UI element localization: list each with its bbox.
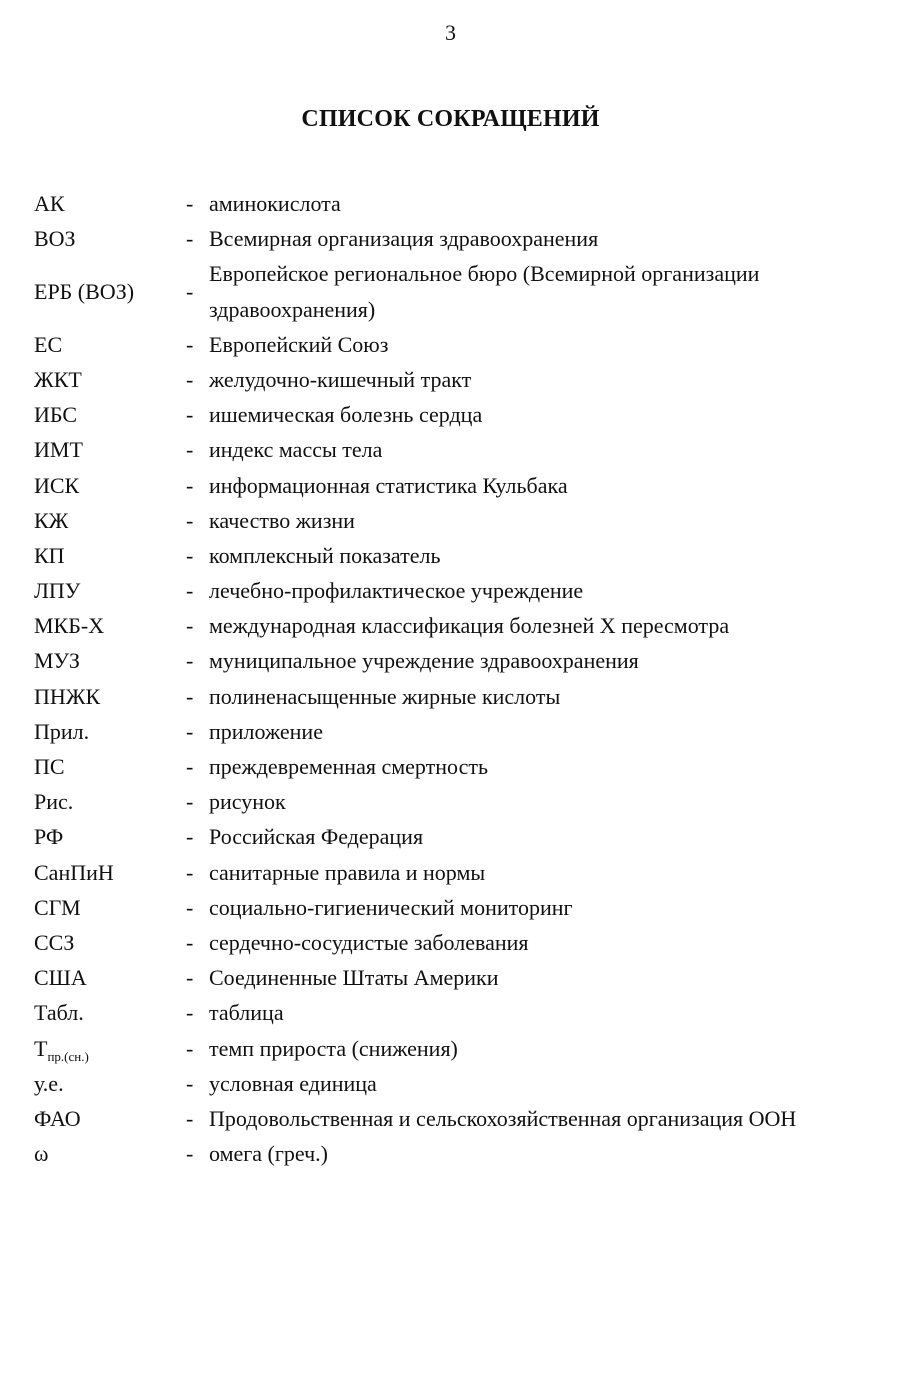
- dash-separator: -: [186, 859, 194, 885]
- abbreviation-term: ИСК: [34, 472, 80, 498]
- abbreviation-row: [34, 749, 894, 784]
- dash-separator: -: [186, 648, 194, 674]
- abbreviation-term: Рис.: [34, 789, 74, 815]
- abbreviation-definition: ишемическая болезнь сердца: [209, 402, 483, 428]
- abbreviation-term: ω: [34, 1141, 49, 1167]
- abbreviation-definition: аминокислота: [209, 191, 341, 216]
- abbreviation-row: [34, 995, 894, 1030]
- abbreviation-definition: полиненасыщенные жирные кислоты: [209, 683, 561, 709]
- dash-separator: -: [186, 278, 194, 304]
- abbreviation-definition: омега (греч.): [209, 1141, 329, 1167]
- abbreviation-term-subscript: пр.(сн.): [47, 1048, 89, 1064]
- abbreviation-term: США: [34, 965, 87, 991]
- abbreviation-term: ЕС: [34, 331, 63, 357]
- dash-separator: -: [186, 542, 194, 568]
- dash-separator: -: [186, 718, 194, 744]
- dash-separator: -: [186, 754, 194, 780]
- abbreviation-term: КП: [34, 542, 65, 568]
- abbreviation-definition: лечебно-профилактическое учреждение: [209, 578, 584, 604]
- abbreviation-row: [34, 960, 894, 995]
- abbreviation-list: [34, 186, 894, 1171]
- abbreviation-definition: качество жизни: [209, 507, 355, 533]
- abbreviation-definition: преждевременная смертность: [209, 754, 488, 780]
- dash-separator: -: [186, 824, 194, 850]
- dash-separator: -: [186, 1105, 194, 1131]
- abbreviation-definition: Соединенные Штаты Америки: [209, 965, 499, 991]
- abbreviation-row: [34, 503, 894, 538]
- dash-separator: -: [186, 789, 194, 815]
- abbreviation-definition: таблица: [209, 1000, 284, 1026]
- abbreviation-row: [34, 468, 894, 503]
- abbreviation-definition: условная единица: [209, 1070, 377, 1096]
- abbreviation-row: [34, 643, 894, 678]
- abbreviation-term: ИБС: [34, 402, 78, 428]
- abbreviation-term: Табл.: [34, 1000, 84, 1026]
- dash-separator: -: [186, 929, 194, 955]
- dash-separator: -: [186, 1000, 194, 1026]
- abbreviation-row: [34, 1066, 894, 1101]
- dash-separator: -: [186, 894, 194, 920]
- abbreviation-term: РФ: [34, 824, 64, 850]
- dash-separator: -: [186, 1141, 194, 1167]
- abbreviation-row: [34, 1136, 894, 1171]
- abbreviation-term: ССЗ: [34, 929, 75, 955]
- abbreviation-term: у.е.: [34, 1070, 64, 1096]
- dash-separator: -: [186, 226, 194, 252]
- abbreviation-term: ИМТ: [34, 437, 83, 463]
- abbreviation-definition: социально-гигиенический мониторинг: [209, 894, 573, 920]
- abbreviation-definition: Всемирная организация здравоохранения: [209, 226, 599, 252]
- abbreviation-row: [34, 221, 894, 256]
- abbreviation-term: АК: [34, 191, 65, 216]
- abbreviation-definition: комплексный показатель: [209, 542, 441, 568]
- abbreviation-row: [34, 397, 894, 432]
- abbreviation-definition: сердечно-сосудистые заболевания: [209, 929, 529, 955]
- dash-separator: -: [186, 366, 194, 392]
- abbreviation-row: [34, 819, 894, 854]
- page-title: СПИСОК СОКРАЩЕНИЙ: [301, 106, 600, 132]
- abbreviation-definition: желудочно-кишечный тракт: [209, 366, 472, 392]
- abbreviation-term: МКБ-Х: [34, 613, 105, 639]
- abbreviation-definition: санитарные правила и нормы: [209, 859, 486, 885]
- abbreviation-term: КЖ: [34, 507, 69, 533]
- abbreviation-term: СанПиН: [34, 859, 114, 885]
- abbreviation-term: ЖКТ: [34, 366, 82, 392]
- dash-separator: -: [186, 1035, 194, 1061]
- abbreviation-definition: приложение: [209, 718, 323, 744]
- abbreviation-definition: темп прироста (снижения): [209, 1035, 458, 1061]
- abbreviation-term: ВОЗ: [34, 226, 76, 252]
- dash-separator: -: [186, 402, 194, 428]
- abbreviation-term: ЕРБ (ВОЗ): [34, 278, 135, 304]
- abbreviation-row: [34, 925, 894, 960]
- abbreviation-row: [34, 538, 894, 573]
- abbreviation-definition: индекс массы тела: [209, 437, 383, 463]
- abbreviation-term: ФАО: [34, 1105, 81, 1131]
- page-number: 3: [445, 20, 456, 45]
- abbreviation-row: [34, 1031, 894, 1066]
- abbreviation-term: МУЗ: [34, 648, 80, 674]
- dash-separator: -: [186, 578, 194, 604]
- dash-separator: -: [186, 331, 194, 357]
- dash-separator: -: [186, 683, 194, 709]
- abbreviation-definition: рисунок: [209, 789, 286, 815]
- dash-separator: -: [186, 613, 194, 639]
- abbreviation-row: [34, 714, 894, 749]
- abbreviation-row: [34, 362, 894, 397]
- abbreviation-row: [34, 573, 894, 608]
- abbreviation-definition: Европейский Союз: [209, 331, 389, 357]
- abbreviation-term-main: Т: [34, 1035, 48, 1061]
- abbreviation-row: [34, 432, 894, 467]
- dash-separator: -: [186, 191, 194, 216]
- abbreviation-row: [34, 256, 894, 326]
- abbreviation-definition: муниципальное учреждение здравоохранения: [209, 648, 639, 674]
- abbreviation-row: [34, 890, 894, 925]
- abbreviation-definition: международная классификация болезней X пересмотра: [209, 613, 730, 639]
- abbreviation-term: Прил.: [34, 718, 90, 744]
- dash-separator: -: [186, 1070, 194, 1096]
- abbreviation-row: [34, 679, 894, 714]
- abbreviation-definition: Российская Федерация: [209, 824, 424, 850]
- abbreviation-definition: Продовольственная и сельскохозяйственная организация ООН: [209, 1105, 797, 1131]
- abbreviation-row: [34, 784, 894, 819]
- dash-separator: -: [186, 965, 194, 991]
- abbreviation-term: ПНЖК: [34, 683, 101, 709]
- dash-separator: -: [186, 437, 194, 463]
- abbreviation-term: СГМ: [34, 894, 81, 920]
- abbreviation-row: [34, 608, 894, 643]
- abbreviation-definition: Европейское региональное бюро (Всемирной организации здравоохранения): [209, 261, 760, 322]
- abbreviation-row: [34, 186, 894, 221]
- abbreviation-row: [34, 855, 894, 890]
- dash-separator: -: [186, 472, 194, 498]
- abbreviation-row: [34, 327, 894, 362]
- abbreviation-definition: информационная статистика Кульбака: [209, 472, 568, 498]
- dash-separator: -: [186, 507, 194, 533]
- abbreviation-term: ПС: [34, 754, 65, 780]
- abbreviation-term: ЛПУ: [34, 578, 81, 604]
- abbreviation-row: [34, 1101, 894, 1136]
